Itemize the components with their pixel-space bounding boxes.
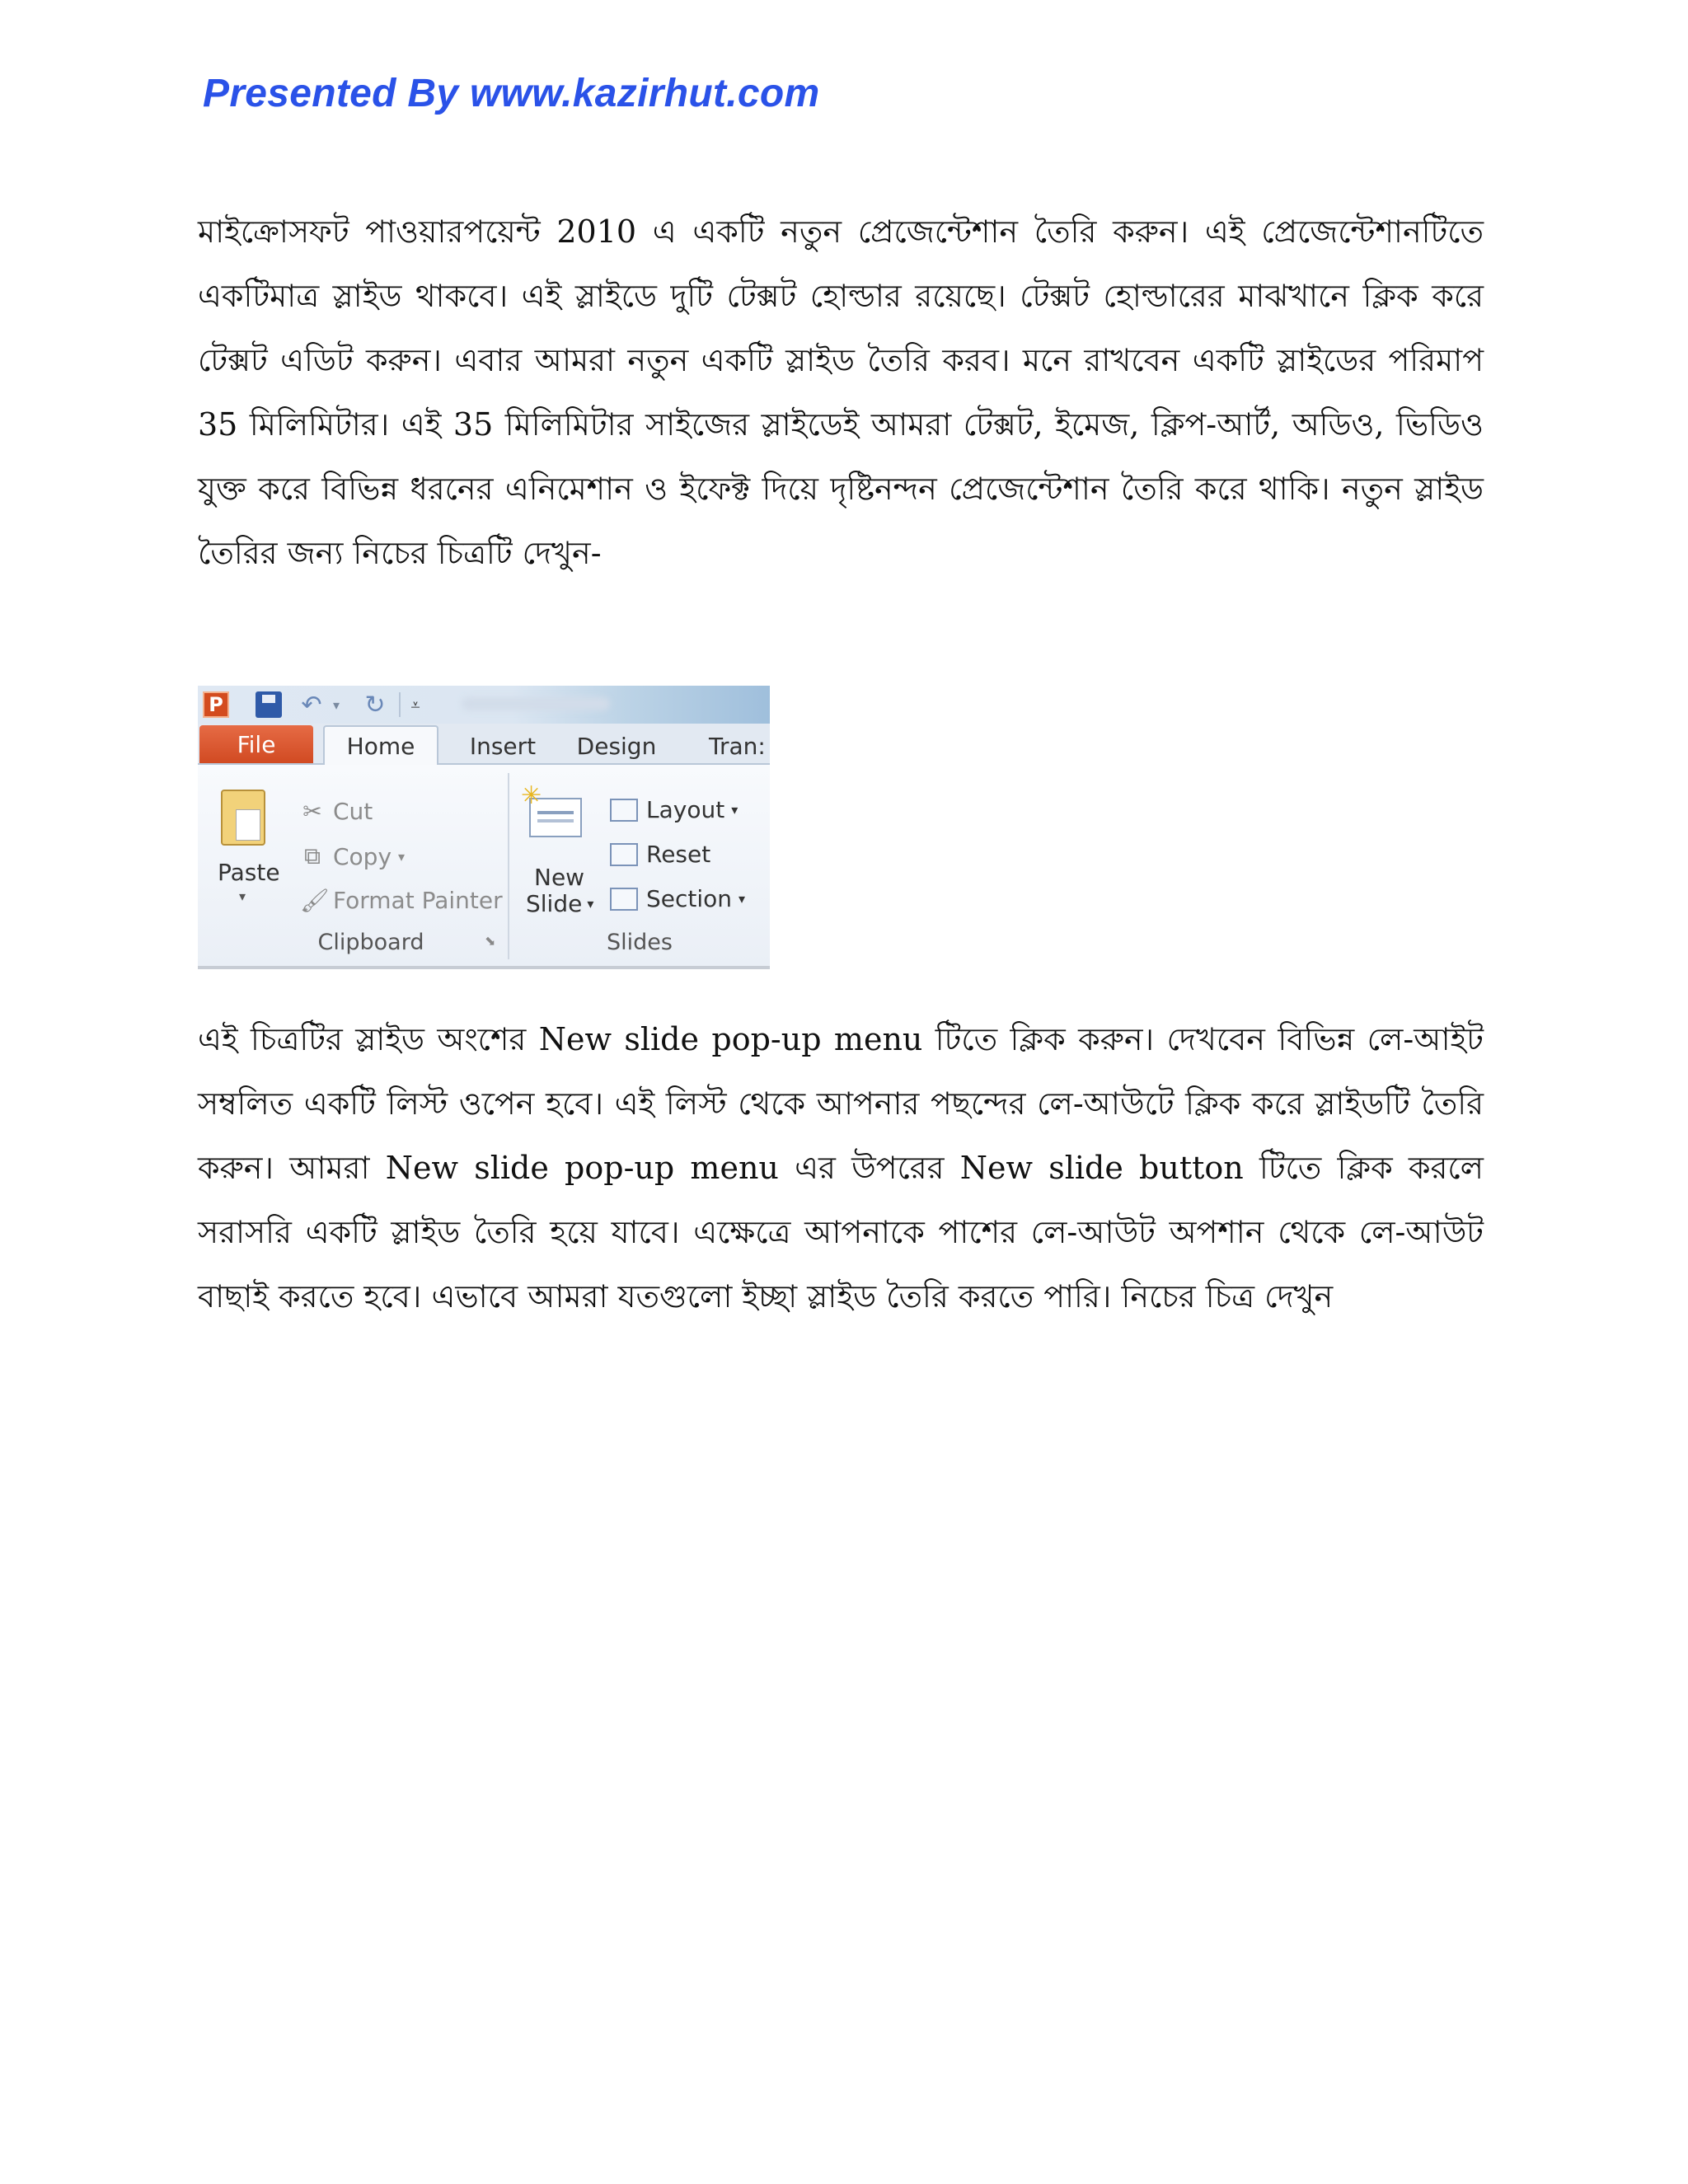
reset-button[interactable] [610,841,710,868]
copy-label: Copy [333,842,392,870]
customize-toolbar-icon[interactable]: ⩡ [410,695,420,715]
cut-label: Cut [333,798,373,825]
slides-group-label: Slides [607,930,673,955]
reset-icon [610,843,638,866]
scissors-icon: ✂ [302,798,322,825]
paintbrush-icon: 🖌 [300,887,330,914]
layout-button[interactable] [610,796,738,823]
new-slide-label-line1[interactable]: New [534,864,585,891]
clipboard-group-label: Clipboard [317,930,424,955]
tab-transitions[interactable]: Tran: [709,732,766,760]
layout-icon [610,799,638,822]
format-painter-label: Format Painter [333,887,503,914]
tab-design[interactable]: Design [576,732,657,760]
save-icon[interactable] [256,691,282,718]
paragraph-intro: মাইক্রোসফট পাওয়ারপয়েন্ট 2010 এ একটি নতুন প্রেজেন্টেশান তৈরি করুন। এই প্রেজেন্টেশানটিতে একটিমাত্র স্লাইড থাকবে। এই স্লাইডে দুটি টেক্সট হোল্ডার রয়েছে। টেক্সট হোল্ডারের মাঝখানে ক্লিক করে টেক্সট এডিট করুন। এবার আমরা নতুন একটি স্লাইড তৈরি করব। মনে রাখবেন একটি স্লাইডের পরিমাপ 35 মিলিমিটার। এই 35 মিলিমিটার সাইজের স্লাইডেই আমরা টেক্সট, ইমেজ, ক্লিপ-আর্ট, অডিও, ভিডিও যুক্ত করে বিভিন্ন ধরনের এনিমেশান ও ইফেক্ট দিয়ে দৃষ্টিনন্দন প্রেজেন্টেশান তৈরি করে থাকি। নতুন স্লাইড তৈরির জন্য নিচের চিত্রটি দেখুন- [198,213,1484,571]
new-slide-label-line2[interactable] [526,890,593,917]
paragraph-new-slide-instructions: এই চিত্রটির স্লাইড অংশের New slide pop-up menu টিতে ক্লিক করুন। দেখবেন বিভিন্ন লে-আইট সম্বলিত একটি লিস্ট ওপেন হবে। এই লিস্ট থেকে আপনার পছন্দের লে-আউটে ক্লিক করে স্লাইডটি তৈরি করুন। আমরা New slide pop-up menu এর উপরের New slide button টিতে ক্লিক করলে সরাসরি একটি স্লাইড তৈরি হয়ে যাবে। এক্ষেত্রে আপনাকে পাশের লে-আউট অপশান থেকে লে-আউট বাছাই করতে হবে। এভাবে আমরা যতগুলো ইচ্ছা স্লাইড তৈরি করতে পারি। নিচের চিত্র দেখুন [198,1021,1484,1315]
cut-button[interactable] [300,798,373,825]
tab-file[interactable]: File [199,725,313,763]
section-label: Section [646,885,733,912]
tab-home[interactable]: Home [323,725,438,765]
layout-dropdown-icon: ▾ [731,802,738,818]
paste-icon[interactable] [221,790,265,846]
redo-icon[interactable]: ↻ [364,690,386,719]
copy-button[interactable] [300,842,405,870]
section-icon [610,888,638,911]
undo-icon[interactable]: ↶ [301,690,322,719]
copy-icon: ⧉ [304,842,321,869]
tab-insert[interactable]: Insert [469,732,537,760]
section-dropdown-icon: ▾ [738,891,746,907]
toolbar-divider [399,692,401,717]
reset-label: Reset [646,841,711,868]
powerpoint-logo-icon: P [203,691,229,718]
powerpoint-ribbon-screenshot [198,686,770,969]
format-painter-button[interactable] [300,887,503,914]
undo-dropdown-icon[interactable]: ▾ [332,696,340,713]
window-title-blurred [462,697,610,710]
quick-access-toolbar [198,686,770,724]
clipboard-launcher-icon[interactable]: ⬊ [485,933,496,949]
new-slide-icon[interactable] [529,798,582,837]
layout-label: Layout [646,796,725,823]
copy-dropdown-icon: ▾ [398,848,406,865]
new-slide-text: Slide [526,890,583,917]
paste-dropdown-icon[interactable]: ▾ [239,888,246,904]
presented-by-header: Presented By www.kazirhut.com [203,72,820,115]
paste-button[interactable]: Paste [218,859,280,886]
section-button[interactable] [610,885,745,912]
new-slide-dropdown-icon: ▾ [587,896,594,912]
